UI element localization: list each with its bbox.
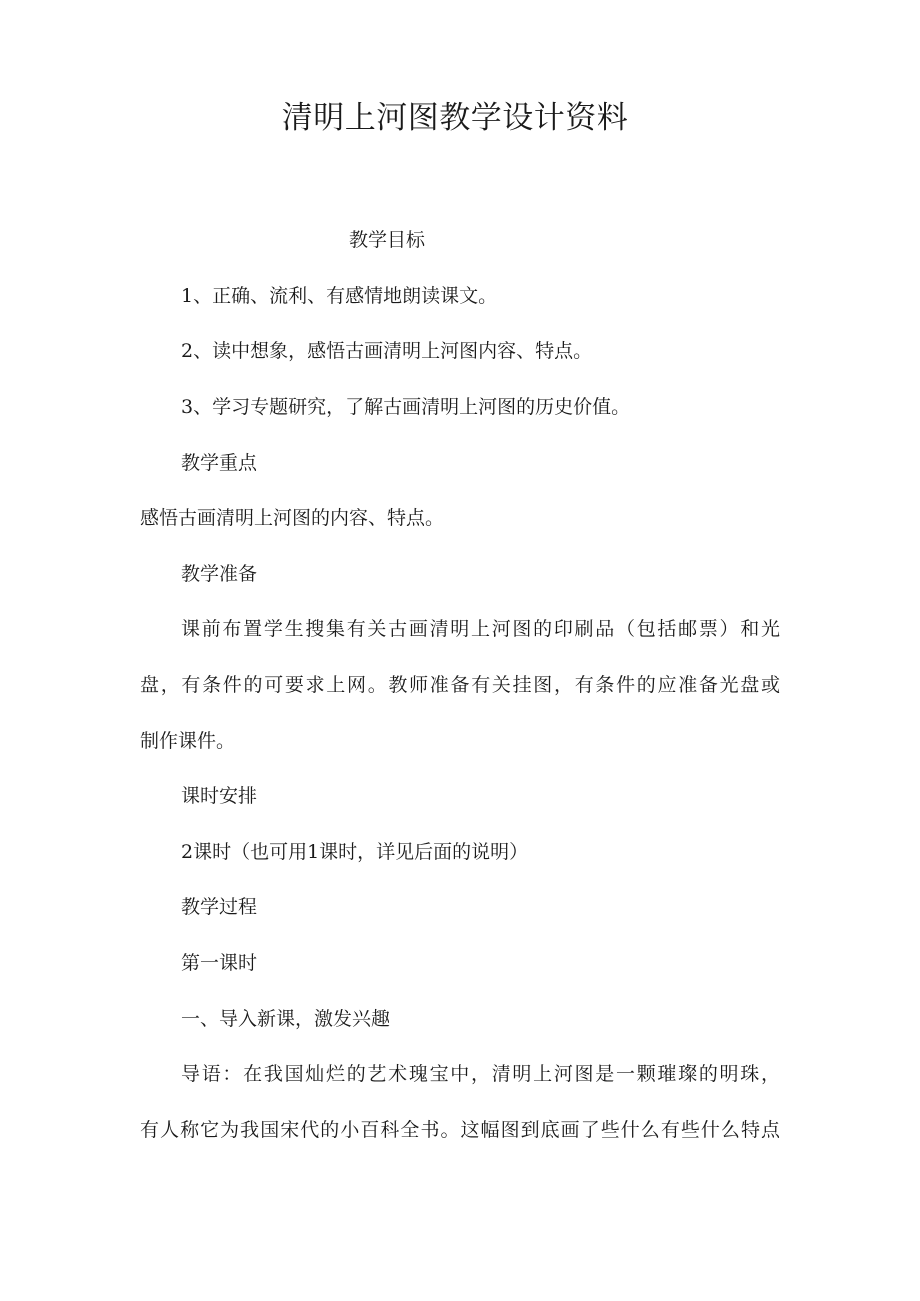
preparation-text-line-3: 制作课件。 [140,730,236,752]
objective-item-1: 1、正确、流利、有感情地朗读课文。 [181,285,498,307]
section-heading-key-points: 教学重点 [181,452,258,474]
intro-text-line-1: 导语：在我国灿烂的艺术瑰宝中，清明上河图是一颗璀璨的明珠， [181,1063,780,1085]
objective-item-3: 3、学习专题研究，了解古画清明上河图的历史价值。 [181,396,631,418]
intro-text-line-2: 有人称它为我国宋代的小百科全书。这幅图到底画了些什么有些什么特点 [140,1119,780,1141]
lesson-heading-first: 第一课时 [181,952,258,974]
objective-item-2: 2、读中想象，感悟古画清明上河图内容、特点。 [181,340,593,362]
preparation-text-line-2: 盘，有条件的可要求上网。教师准备有关挂图，有条件的应准备光盘或 [140,674,780,696]
key-points-text: 感悟古画清明上河图的内容、特点。 [140,507,445,529]
step-heading-intro: 一、导入新课，激发兴趣 [181,1008,391,1030]
document-title: 清明上河图教学设计资料 [281,100,629,136]
section-heading-objectives: 教学目标 [349,229,426,251]
schedule-text: 2课时（也可用1课时，详见后面的说明） [181,841,529,863]
preparation-text-line-1: 课前布置学生搜集有关古画清明上河图的印刷品（包括邮票）和光 [181,618,780,640]
section-heading-preparation: 教学准备 [181,563,258,585]
section-heading-schedule: 课时安排 [181,785,258,807]
section-heading-process: 教学过程 [181,896,258,918]
